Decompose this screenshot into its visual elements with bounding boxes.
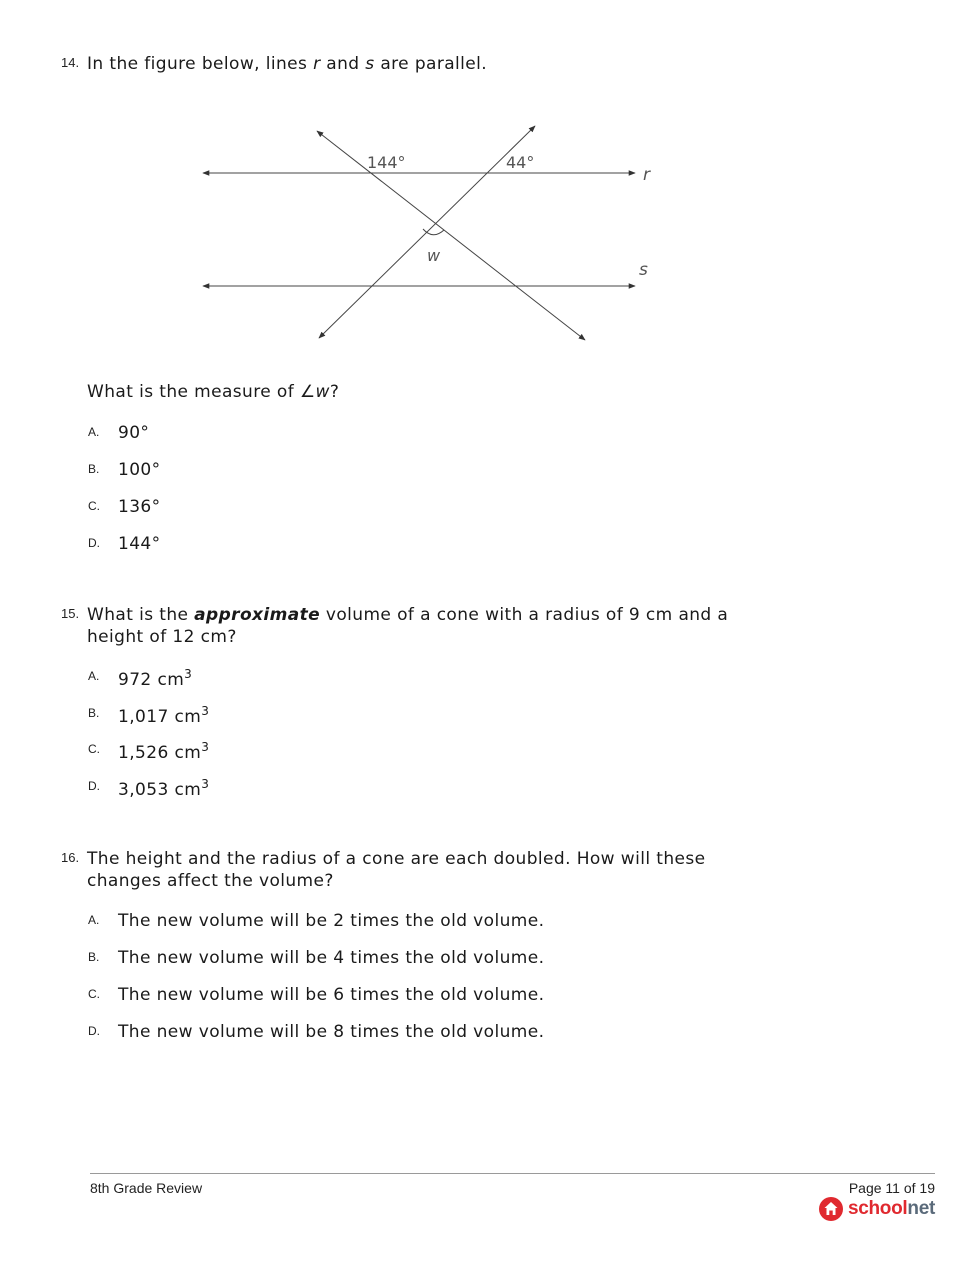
- question-prompt: [87, 381, 339, 403]
- stem-line-2: height of 12 cm?: [87, 627, 237, 647]
- option-letter: D.: [88, 1024, 100, 1038]
- exponent: 3: [201, 704, 210, 718]
- answer-option[interactable]: The new volume will be 2 times the old volume.: [118, 911, 545, 931]
- footer-divider: [90, 1173, 935, 1174]
- schoolnet-logo: [818, 1196, 935, 1222]
- answer-option[interactable]: [118, 667, 192, 690]
- angle-label-144: 144°: [367, 153, 406, 172]
- answer-option[interactable]: 136°: [118, 497, 161, 517]
- option-letter: A.: [88, 913, 100, 927]
- option-letter: B.: [88, 706, 100, 720]
- page-indicator: Page 11 of 19: [848, 1180, 935, 1196]
- answer-option[interactable]: The new volume will be 8 times the old volume.: [118, 1022, 545, 1042]
- variable-w: w: [315, 382, 330, 402]
- angle-label-44: 44°: [506, 153, 535, 172]
- question-number: 15.: [61, 606, 80, 621]
- answer-option[interactable]: [118, 740, 209, 763]
- question-stem: [87, 604, 728, 648]
- stem-text: are parallel.: [374, 54, 488, 74]
- logo-text-school: school: [847, 1198, 908, 1219]
- footer-title: 8th Grade Review: [90, 1180, 203, 1196]
- option-text: 3,053 cm: [118, 780, 202, 800]
- option-letter: A.: [88, 669, 100, 683]
- exponent: 3: [184, 667, 193, 681]
- stem-line-2: changes affect the volume?: [87, 871, 334, 891]
- logo-text-net: net: [907, 1198, 935, 1219]
- option-text: 972 cm: [118, 670, 185, 690]
- answer-option[interactable]: 100°: [118, 460, 161, 480]
- variable-s: s: [365, 54, 375, 74]
- option-letter: C.: [88, 987, 100, 1001]
- variable-r: r: [313, 54, 321, 74]
- option-letter: A.: [88, 425, 100, 439]
- answer-option[interactable]: 90°: [118, 423, 150, 443]
- answer-option[interactable]: 144°: [118, 534, 161, 554]
- question-number: 16.: [61, 850, 80, 865]
- option-letter: C.: [88, 499, 100, 513]
- prompt-text: What is the measure of ∠: [87, 382, 316, 402]
- option-letter: B.: [88, 462, 100, 476]
- stem-line-1: [87, 604, 728, 626]
- exponent: 3: [201, 740, 210, 754]
- option-text: 1,526 cm: [118, 743, 202, 763]
- angle-w-arc: [423, 229, 444, 235]
- stem-line-1: The height and the radius of a cone are each doubled. How will these: [87, 849, 706, 869]
- stem-text: volume of a cone with a radius of 9 cm and a: [320, 605, 729, 625]
- house-icon: [818, 1196, 844, 1222]
- option-letter: B.: [88, 950, 100, 964]
- parallel-lines-figure: [195, 118, 665, 353]
- line-label-r: r: [643, 165, 650, 185]
- prompt-text: ?: [329, 382, 340, 402]
- logo-wordmark: [848, 1198, 935, 1220]
- question-number: 14.: [61, 55, 80, 70]
- exponent: 3: [201, 777, 210, 791]
- question-stem: [87, 53, 487, 75]
- option-letter: D.: [88, 779, 100, 793]
- angle-label-w: w: [427, 246, 441, 265]
- stem-text: What is the: [87, 605, 195, 625]
- question-stem: [87, 848, 705, 892]
- option-letter: D.: [88, 536, 100, 550]
- answer-option[interactable]: The new volume will be 4 times the old volume.: [118, 948, 545, 968]
- stem-text: In the figure below, lines: [87, 54, 314, 74]
- answer-option[interactable]: The new volume will be 6 times the old volume.: [118, 985, 545, 1005]
- option-text: 1,017 cm: [118, 707, 202, 727]
- option-letter: C.: [88, 742, 100, 756]
- answer-option[interactable]: [118, 777, 209, 800]
- stem-text: and: [320, 54, 366, 74]
- line-label-s: s: [639, 260, 648, 280]
- transversal-descending: [317, 131, 585, 340]
- stem-emphasis: approximate: [194, 605, 321, 625]
- answer-option[interactable]: [118, 704, 209, 727]
